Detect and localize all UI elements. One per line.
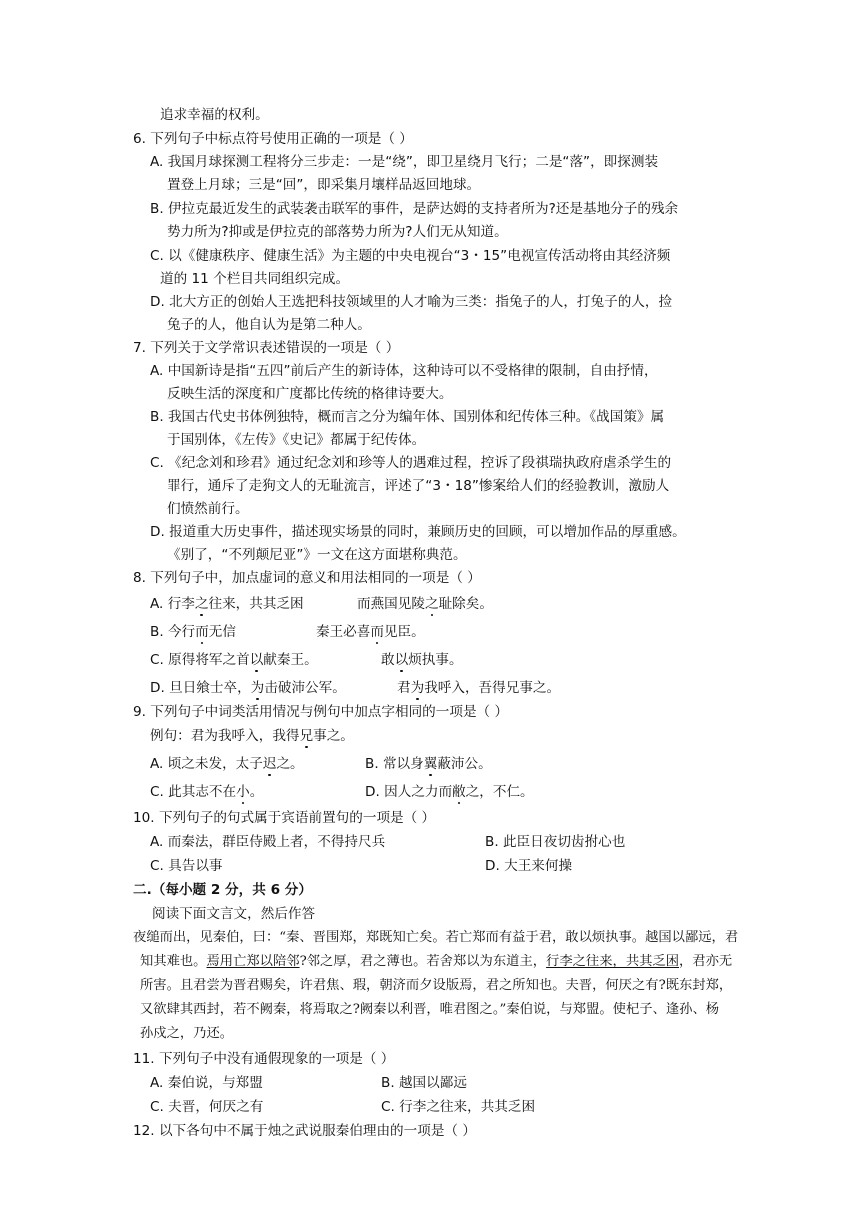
option-text: A. 行李: [150, 596, 195, 612]
passage-text: 知其难也。: [140, 954, 207, 969]
question-12-stem: 12. 以下各句中不属于烛之武说服秦伯理由的一项是（ ）: [133, 1123, 476, 1139]
underlined-phrase: 行李之往来，共其乏困: [546, 954, 680, 969]
option-text: C. 此其志不在: [150, 784, 237, 800]
question-10-option-b: B. 此臣日夜切齿拊心也: [485, 834, 626, 850]
option-text: 而燕国见陵: [357, 596, 425, 612]
question-9-option-d: [365, 782, 534, 802]
option-text: 耻除矣。: [438, 596, 493, 612]
passage-line: 夜缒而出，见秦伯，曰：“秦、晋围郑，郑既知亡矣。若亡郑而有益于君，敢以烦执事。越国以鄙远，君: [133, 930, 739, 945]
question-10-option-d: D. 大王来何操: [485, 858, 573, 874]
question-9-option-b: [365, 754, 492, 774]
question-7-option-d: D. 报道重大历史事件，描述现实场景的同时，兼顾历史的回顾，可以增加作品的厚重感。: [150, 524, 686, 540]
dotted-char: 之: [194, 596, 209, 612]
question-7-stem: 7. 下列关于文学常识表述错误的一项是（ ）: [133, 340, 400, 356]
option-text: 蔽沛公。: [437, 756, 492, 772]
question-6-option-d: D. 北大方正的创始人王选把科技领域里的人才喻为三类：指兔子的人，打兔子的人，捡: [150, 294, 673, 310]
question-7-option-d-cont: 《别了，“不列颠尼亚”》一文在这方面堪称典范。: [167, 547, 467, 563]
dotted-char: 小: [236, 784, 250, 800]
passage-text: ?邻之厚，君之薄也。若舍郑以为东道主，: [299, 954, 547, 969]
option-text: C. 原得将军之首: [150, 652, 250, 668]
question-8-stem: 8. 下列句子中，加点虚词的意义和用法相同的一项是（ ）: [133, 570, 481, 586]
option-text: 献秦王。: [263, 652, 318, 668]
question-8-option-b-pair: [316, 622, 425, 642]
option-text: D. 因人之力而: [365, 784, 453, 800]
question-11-option-b: B. 越国以鄙远: [381, 1075, 467, 1091]
dotted-char: 为: [250, 680, 265, 696]
question-6-option-b: B. 伊拉克最近发生的武装袭击联军的事件，是萨达姆的支持者所为?还是基地分子的残余: [150, 201, 679, 217]
question-8-option-d-pair: [397, 678, 560, 698]
question-9-stem: 9. 下列句子中词类活用情况与例句中加点字相同的一项是（ ）: [133, 704, 509, 720]
option-text: 往来，共其乏困: [208, 596, 304, 612]
dotted-char: 迟: [262, 756, 277, 772]
option-text: 秦王必喜: [316, 624, 371, 640]
option-text: 击破沛公军。: [264, 680, 346, 696]
option-text: 事之。: [313, 728, 354, 744]
underlined-phrase: 焉用亡郑以陪邻: [206, 954, 300, 969]
question-8-option-a-pair: [357, 594, 493, 614]
option-text: B. 今行: [150, 624, 196, 640]
question-7-option-c: C. 《纪念刘和珍君》通过纪念刘和珍等人的遇难过程，控诉了段祺瑞执政府虐杀学生的: [150, 455, 672, 471]
question-10-option-a: A. 而秦法，群臣侍殿上者，不得持尺兵: [150, 834, 386, 850]
dotted-char: 以: [394, 652, 409, 668]
option-text: 。: [249, 784, 264, 800]
option-text: 之，不仁。: [465, 784, 534, 800]
question-10-stem: 10. 下列句子的句式属于宾语前置句的一项是（ ）: [133, 810, 436, 826]
question-6-stem: 6. 下列句子中标点符号使用正确的一项是（ ）: [133, 131, 413, 147]
passage-text: ，君亦无: [679, 954, 733, 969]
dotted-char: 之: [424, 596, 439, 612]
dotted-char: 以: [249, 652, 264, 668]
question-7-option-c-cont2: 们愤然前行。: [167, 501, 249, 517]
option-text: 例句：君为我呼入，我得: [150, 728, 300, 744]
question-10-option-c: C. 具告以事: [150, 858, 223, 874]
dotted-char: 兄: [299, 728, 314, 744]
question-7-option-c-cont: 罪行，通斥了走狗文人的无耻流言，评述了“3・18”惨案给人们的经验教训，激励人: [167, 478, 670, 494]
option-text: D. 旦日飨士卒，: [150, 680, 251, 696]
question-9-example: [150, 726, 354, 746]
dotted-char: 为: [410, 680, 425, 696]
question-8-option-a: [150, 594, 304, 614]
question-11-option-d: C. 行李之往来，共其乏困: [381, 1099, 536, 1115]
passage-line: 孙戍之，乃还。: [140, 1026, 234, 1041]
question-6-option-a-cont: 置登上月球；三是“回”，即采集月壤样品返回地球。: [167, 177, 481, 193]
option-text: 之。: [276, 756, 304, 772]
question-8-option-c-pair: [381, 650, 463, 670]
question-8-option-b: [150, 622, 236, 642]
dotted-char: 敝: [452, 784, 466, 800]
option-text: A. 顷之未发，太子: [150, 756, 263, 772]
question-8-option-c: [150, 650, 318, 670]
question-6-option-c-cont: 道的 11 个栏目共同组织完成。: [160, 271, 350, 287]
passage-line: 所害。且君尝为晋君赐矣，许君焦、瑕，朝济而夕设版焉，君之所知也。夫晋，何厌之有?既东封郑，: [140, 978, 733, 993]
question-11-option-c: C. 夫晋，何厌之有: [150, 1099, 264, 1115]
question-8-option-d: [150, 678, 346, 698]
question-7-option-b-cont: 于国别体，《左传》《史记》都属于纪传体。: [167, 432, 426, 448]
option-text: 君: [397, 680, 411, 696]
question-9-option-c: [150, 782, 263, 802]
dotted-char: 而: [370, 624, 384, 640]
passage-line: [140, 952, 732, 972]
section-2-instruction: 阅读下面文言文，然后作答: [152, 906, 316, 922]
dotted-char: 而: [195, 624, 209, 640]
section-2-heading: 二.（每小题 2 分，共 6 分）: [133, 882, 312, 898]
passage-line: 又欲肆其西封，若不阙秦，将焉取之?阙秦以利晋，唯君图之。”秦伯说，与郑盟。使杞子、逢孙、杨: [140, 1002, 720, 1017]
option-text: 敢: [381, 652, 395, 668]
question-6-option-c: C. 以《健康秩序、健康生活》为主题的中央电视台“3・15”电视宣传活动将由其经济频: [150, 248, 671, 264]
option-text: 无信: [208, 624, 236, 640]
option-text: B. 常以身: [365, 756, 424, 772]
option-text: 烦执事。: [408, 652, 463, 668]
option-text: 见臣。: [383, 624, 425, 640]
text-line: 追求幸福的权利。: [160, 107, 269, 123]
question-9-option-a: [150, 754, 304, 774]
question-11-stem: 11. 下列句子中没有通假现象的一项是（ ）: [133, 1051, 395, 1067]
question-6-option-a: A. 我国月球探测工程将分三步走：一是“绕”，即卫星绕月飞行；二是“落”，即探测装: [150, 154, 659, 170]
question-6-option-b-cont: 势力所为?抑或是伊拉克的部落势力所为?人们无从知道。: [167, 224, 508, 240]
dotted-char: 翼: [423, 756, 438, 772]
question-11-option-a: A. 秦伯说，与郑盟: [150, 1075, 263, 1091]
question-6-option-d-cont: 兔子的人，他自认为是第二种人。: [167, 317, 371, 333]
question-7-option-a: A. 中国新诗是指“五四”前后产生的新诗体，这种诗可以不受格律的限制，自由抒情，: [150, 363, 658, 379]
question-7-option-b: B. 我国古代史书体例独特，概而言之分为编年体、国别体和纪传体三种。《战国策》属: [150, 409, 665, 425]
question-7-option-a-cont: 反映生活的深度和广度都比传统的格律诗要大。: [167, 386, 453, 402]
option-text: 我呼入，吾得兄事之。: [424, 680, 561, 696]
